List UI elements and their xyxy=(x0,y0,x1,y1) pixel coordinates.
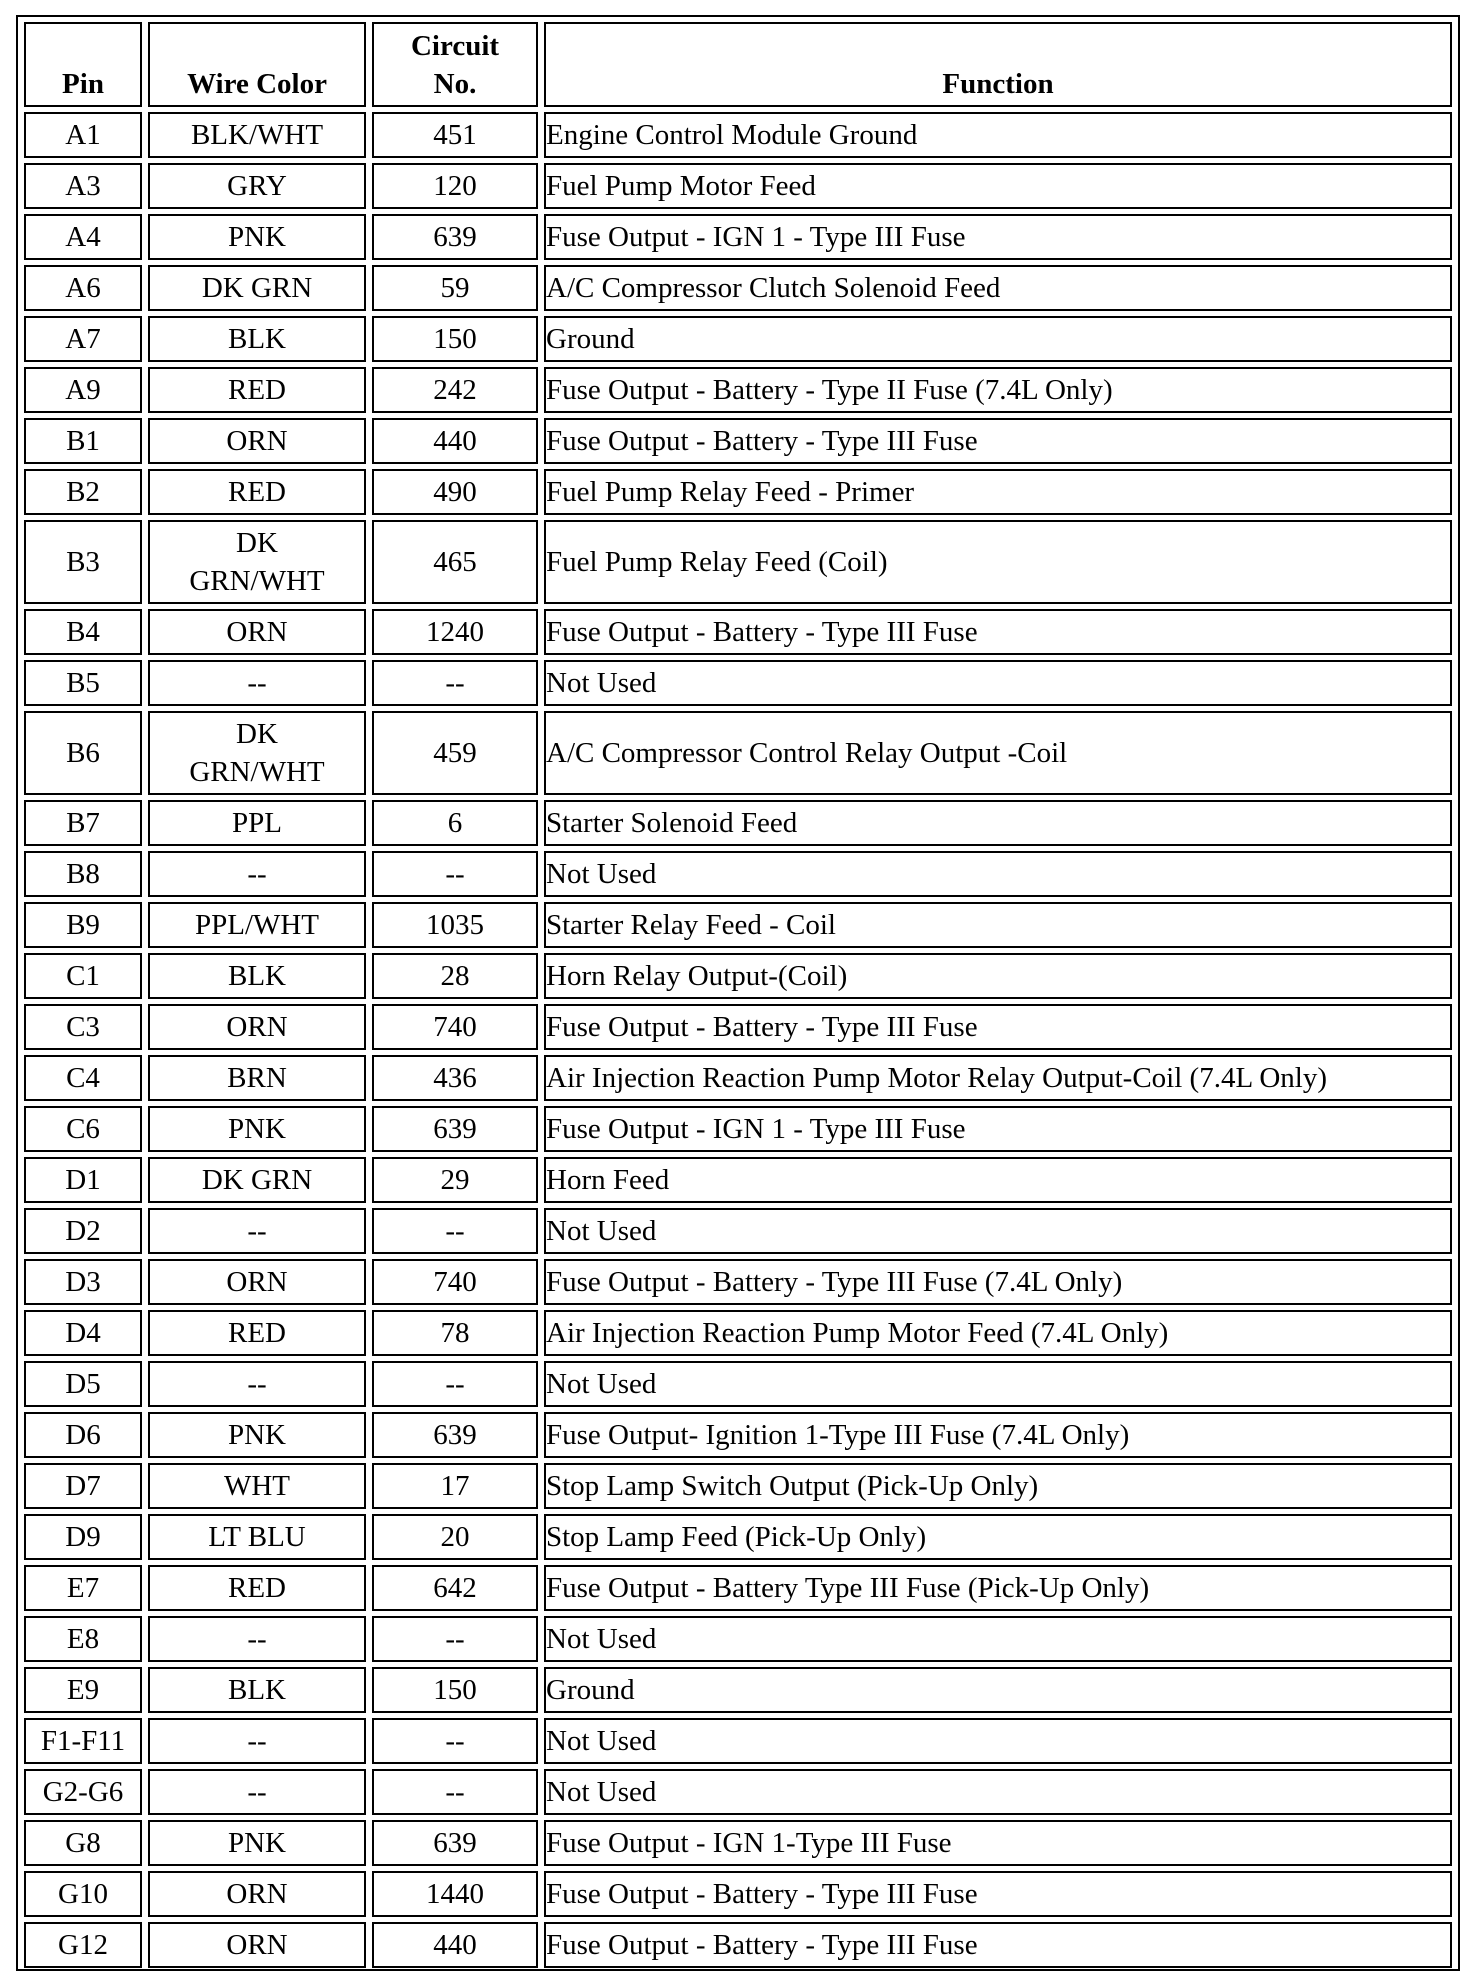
function-cell: A/C Compressor Control Relay Output -Coil xyxy=(544,711,1452,795)
function-cell: Air Injection Reaction Pump Motor Relay Output-Coil (7.4L Only) xyxy=(544,1055,1452,1101)
pin-cell: B3 xyxy=(24,520,142,604)
function-cell: Fuse Output - Battery - Type III Fuse (7.4L Only) xyxy=(544,1259,1452,1305)
circuit-no-cell: -- xyxy=(372,851,538,897)
pin-cell: B4 xyxy=(24,609,142,655)
table-row xyxy=(24,800,1452,846)
wire-color-line2: GRN/WHT xyxy=(189,565,325,597)
wire-color-cell: LT BLU xyxy=(148,1514,366,1560)
pin-cell: G10 xyxy=(24,1871,142,1917)
function-cell: Not Used xyxy=(544,1361,1452,1407)
circuit-no-cell: 28 xyxy=(372,953,538,999)
wire-color-line1: DK xyxy=(236,527,278,559)
pin-cell: E9 xyxy=(24,1667,142,1713)
pin-cell: B2 xyxy=(24,469,142,515)
wire-color-cell: BLK xyxy=(148,953,366,999)
table-row xyxy=(24,418,1452,464)
circuit-no-cell: -- xyxy=(372,660,538,706)
pin-cell: C1 xyxy=(24,953,142,999)
wire-color-cell: RED xyxy=(148,1565,366,1611)
circuit-no-cell: 242 xyxy=(372,367,538,413)
circuit-no-cell: 150 xyxy=(372,1667,538,1713)
table-row xyxy=(24,711,1452,795)
wire-color-cell: -- xyxy=(148,1208,366,1254)
table-row xyxy=(24,316,1452,362)
function-cell: Fuse Output - IGN 1-Type III Fuse xyxy=(544,1820,1452,1866)
wire-color-cell: BLK xyxy=(148,1667,366,1713)
wire-color-cell: PNK xyxy=(148,1820,366,1866)
wire-color-cell: ORN xyxy=(148,418,366,464)
pin-cell: F1-F11 xyxy=(24,1718,142,1764)
wire-color-cell: PPL xyxy=(148,800,366,846)
table-row xyxy=(24,163,1452,209)
function-cell: Fuel Pump Relay Feed - Primer xyxy=(544,469,1452,515)
function-cell: Horn Feed xyxy=(544,1157,1452,1203)
wire-color-cell xyxy=(148,520,366,604)
function-cell: Fuse Output - Battery - Type II Fuse (7.4L Only) xyxy=(544,367,1452,413)
function-cell: Air Injection Reaction Pump Motor Feed (7.4L Only) xyxy=(544,1310,1452,1356)
pin-cell: D1 xyxy=(24,1157,142,1203)
pin-cell: B8 xyxy=(24,851,142,897)
circuit-no-cell: 120 xyxy=(372,163,538,209)
header-circuit-line2: No. xyxy=(433,68,477,100)
circuit-no-cell: 459 xyxy=(372,711,538,795)
function-cell: Ground xyxy=(544,1667,1452,1713)
table-row xyxy=(24,1004,1452,1050)
pin-cell: D5 xyxy=(24,1361,142,1407)
wire-color-cell: -- xyxy=(148,851,366,897)
wire-color-cell: -- xyxy=(148,1718,366,1764)
table-row xyxy=(24,1259,1452,1305)
wire-color-cell: ORN xyxy=(148,1259,366,1305)
table-row xyxy=(24,520,1452,604)
function-cell: Not Used xyxy=(544,1616,1452,1662)
table-row xyxy=(24,214,1452,260)
table-row xyxy=(24,1412,1452,1458)
circuit-no-cell: -- xyxy=(372,1718,538,1764)
wire-color-cell: DK GRN xyxy=(148,265,366,311)
circuit-no-cell: 150 xyxy=(372,316,538,362)
circuit-no-cell: -- xyxy=(372,1616,538,1662)
table-row xyxy=(24,367,1452,413)
circuit-no-cell: 1440 xyxy=(372,1871,538,1917)
table-row xyxy=(24,1310,1452,1356)
circuit-no-cell: 436 xyxy=(372,1055,538,1101)
circuit-no-cell: 17 xyxy=(372,1463,538,1509)
wire-color-cell xyxy=(148,711,366,795)
pin-cell: D3 xyxy=(24,1259,142,1305)
wire-color-cell: BLK xyxy=(148,316,366,362)
circuit-no-cell: 6 xyxy=(372,800,538,846)
table-row xyxy=(24,953,1452,999)
pin-cell: D7 xyxy=(24,1463,142,1509)
circuit-no-cell: 440 xyxy=(372,418,538,464)
wire-color-cell: ORN xyxy=(148,1922,366,1968)
pin-cell: E7 xyxy=(24,1565,142,1611)
pin-cell: G8 xyxy=(24,1820,142,1866)
circuit-no-cell: 639 xyxy=(372,1820,538,1866)
pinout-table-frame xyxy=(16,15,1460,1971)
pin-cell: B1 xyxy=(24,418,142,464)
function-cell: Engine Control Module Ground xyxy=(544,112,1452,158)
pin-cell: B6 xyxy=(24,711,142,795)
wire-color-line2: GRN/WHT xyxy=(189,756,325,788)
table-row xyxy=(24,1208,1452,1254)
pin-cell: A4 xyxy=(24,214,142,260)
pin-cell: A6 xyxy=(24,265,142,311)
header-wire-color: Wire Color xyxy=(148,22,366,107)
table-body xyxy=(24,112,1452,1968)
circuit-no-cell: 1240 xyxy=(372,609,538,655)
circuit-no-cell: 1035 xyxy=(372,902,538,948)
header-row xyxy=(24,22,1452,107)
wire-color-cell: RED xyxy=(148,469,366,515)
pin-cell: D2 xyxy=(24,1208,142,1254)
pin-cell: B9 xyxy=(24,902,142,948)
header-pin: Pin xyxy=(24,22,142,107)
pin-cell: B7 xyxy=(24,800,142,846)
circuit-no-cell: 451 xyxy=(372,112,538,158)
function-cell: Not Used xyxy=(544,1718,1452,1764)
circuit-no-cell: 59 xyxy=(372,265,538,311)
table-row xyxy=(24,265,1452,311)
function-cell: Horn Relay Output-(Coil) xyxy=(544,953,1452,999)
function-cell: Fuse Output - Battery - Type III Fuse xyxy=(544,418,1452,464)
table-row xyxy=(24,469,1452,515)
function-cell: Fuse Output- Ignition 1-Type III Fuse (7.4L Only) xyxy=(544,1412,1452,1458)
table-row xyxy=(24,1871,1452,1917)
pin-cell: A1 xyxy=(24,112,142,158)
circuit-no-cell: 465 xyxy=(372,520,538,604)
circuit-no-cell: 642 xyxy=(372,1565,538,1611)
wire-color-cell: ORN xyxy=(148,1004,366,1050)
pin-cell: A9 xyxy=(24,367,142,413)
function-cell: Starter Relay Feed - Coil xyxy=(544,902,1452,948)
circuit-no-cell: 490 xyxy=(372,469,538,515)
function-cell: Fuse Output - IGN 1 - Type III Fuse xyxy=(544,214,1452,260)
table-row xyxy=(24,1514,1452,1560)
function-cell: Not Used xyxy=(544,1208,1452,1254)
wire-color-cell: DK GRN xyxy=(148,1157,366,1203)
table-row xyxy=(24,1820,1452,1866)
circuit-no-cell: 639 xyxy=(372,1412,538,1458)
circuit-no-cell: -- xyxy=(372,1769,538,1815)
wire-color-cell: WHT xyxy=(148,1463,366,1509)
pinout-table xyxy=(18,17,1458,1973)
table-row xyxy=(24,1361,1452,1407)
function-cell: Fuse Output - Battery - Type III Fuse xyxy=(544,609,1452,655)
header-function: Function xyxy=(544,22,1452,107)
table-row xyxy=(24,1769,1452,1815)
pin-cell: B5 xyxy=(24,660,142,706)
table-row xyxy=(24,902,1452,948)
table-row xyxy=(24,1616,1452,1662)
pin-cell: E8 xyxy=(24,1616,142,1662)
table-row xyxy=(24,660,1452,706)
wire-color-cell: GRY xyxy=(148,163,366,209)
circuit-no-cell: 740 xyxy=(372,1259,538,1305)
wire-color-cell: ORN xyxy=(148,609,366,655)
table-row xyxy=(24,1718,1452,1764)
circuit-no-cell: -- xyxy=(372,1361,538,1407)
function-cell: Fuse Output - Battery - Type III Fuse xyxy=(544,1922,1452,1968)
function-cell: Starter Solenoid Feed xyxy=(544,800,1452,846)
pin-cell: C6 xyxy=(24,1106,142,1152)
wire-color-cell: -- xyxy=(148,1361,366,1407)
wire-color-cell: RED xyxy=(148,1310,366,1356)
function-cell: Stop Lamp Feed (Pick-Up Only) xyxy=(544,1514,1452,1560)
circuit-no-cell: 78 xyxy=(372,1310,538,1356)
pin-cell: C3 xyxy=(24,1004,142,1050)
wire-color-cell: -- xyxy=(148,1769,366,1815)
circuit-no-cell: 29 xyxy=(372,1157,538,1203)
pin-cell: G12 xyxy=(24,1922,142,1968)
pin-cell: D4 xyxy=(24,1310,142,1356)
wire-color-cell: PNK xyxy=(148,1412,366,1458)
table-row xyxy=(24,851,1452,897)
circuit-no-cell: -- xyxy=(372,1208,538,1254)
table-row xyxy=(24,609,1452,655)
wire-color-cell: RED xyxy=(148,367,366,413)
table-row xyxy=(24,1922,1452,1968)
pin-cell: C4 xyxy=(24,1055,142,1101)
function-cell: Fuse Output - Battery - Type III Fuse xyxy=(544,1004,1452,1050)
pin-cell: D6 xyxy=(24,1412,142,1458)
table-row xyxy=(24,1565,1452,1611)
function-cell: Fuse Output - Battery Type III Fuse (Pick-Up Only) xyxy=(544,1565,1452,1611)
function-cell: Not Used xyxy=(544,660,1452,706)
wire-color-line1: DK xyxy=(236,718,278,750)
circuit-no-cell: 639 xyxy=(372,214,538,260)
header-circuit-no xyxy=(372,22,538,107)
wire-color-cell: PNK xyxy=(148,1106,366,1152)
function-cell: Ground xyxy=(544,316,1452,362)
header-circuit-line1: Circuit xyxy=(410,30,500,62)
wire-color-cell: ORN xyxy=(148,1871,366,1917)
pin-cell: D9 xyxy=(24,1514,142,1560)
pin-cell: G2-G6 xyxy=(24,1769,142,1815)
circuit-no-cell: 20 xyxy=(372,1514,538,1560)
circuit-no-cell: 740 xyxy=(372,1004,538,1050)
wire-color-cell: PNK xyxy=(148,214,366,260)
function-cell: Fuse Output - IGN 1 - Type III Fuse xyxy=(544,1106,1452,1152)
pin-cell: A7 xyxy=(24,316,142,362)
function-cell: Fuse Output - Battery - Type III Fuse xyxy=(544,1871,1452,1917)
wire-color-cell: BLK/WHT xyxy=(148,112,366,158)
table-row xyxy=(24,1157,1452,1203)
wire-color-cell: -- xyxy=(148,1616,366,1662)
function-cell: Fuel Pump Motor Feed xyxy=(544,163,1452,209)
pin-cell: A3 xyxy=(24,163,142,209)
function-cell: Not Used xyxy=(544,1769,1452,1815)
table-row xyxy=(24,1463,1452,1509)
table-row xyxy=(24,1667,1452,1713)
table-row xyxy=(24,112,1452,158)
function-cell: Not Used xyxy=(544,851,1452,897)
wire-color-cell: BRN xyxy=(148,1055,366,1101)
wire-color-cell: PPL/WHT xyxy=(148,902,366,948)
function-cell: Stop Lamp Switch Output (Pick-Up Only) xyxy=(544,1463,1452,1509)
wire-color-cell: -- xyxy=(148,660,366,706)
circuit-no-cell: 639 xyxy=(372,1106,538,1152)
table-row xyxy=(24,1106,1452,1152)
circuit-no-cell: 440 xyxy=(372,1922,538,1968)
function-cell: A/C Compressor Clutch Solenoid Feed xyxy=(544,265,1452,311)
function-cell: Fuel Pump Relay Feed (Coil) xyxy=(544,520,1452,604)
table-row xyxy=(24,1055,1452,1101)
